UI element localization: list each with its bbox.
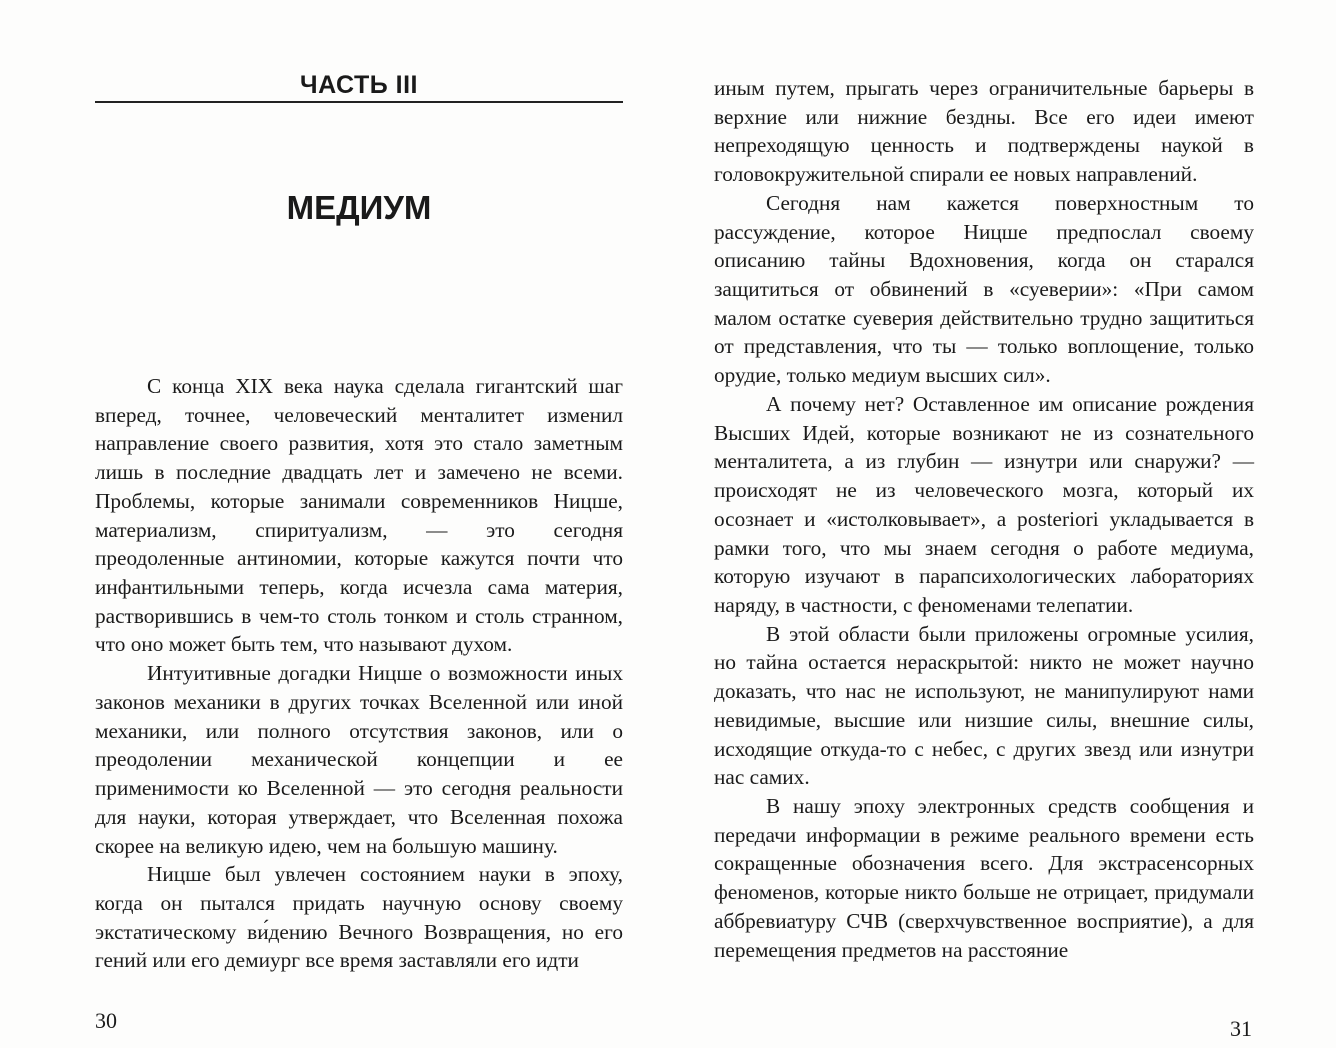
right-page-body <box>714 74 1254 964</box>
page-number: 31 <box>1230 1016 1252 1041</box>
left-page-body <box>95 372 623 975</box>
paragraph: Ницше был увлечен состоянием науки в эпоху, когда он пытался придать научную основу своему экстатическому ви́дению Вечного Возвращения, но его гений или его демиург все время заставляли его идти <box>95 862 623 973</box>
chapter-title: МЕДИУМ <box>286 189 432 226</box>
part-heading-rule <box>95 101 623 103</box>
paragraph: В этой области были приложены огромные усилия, но тайна остается нераскрытой: никто не может научно доказать, что нас не используют, не манипулируют нами невидимые, высшие или низшие силы, внешние силы, исходящие откуда-то с небес, с других звезд или изнутри нас самих. <box>714 621 1254 790</box>
paragraph-continued: иным путем, прыгать через ограничительные барьеры в верхние или нижние бездны. Все его идеи имеют непреходящую ценность и подтверждены наукой в головокружительной спирали ее новых направлений. <box>714 76 1254 187</box>
paragraph: А почему нет? Оставленное им описание рождения Высших Идей, которые возникают не из сознательного менталитета, а из глубин — изнутри или снаружи? — происходят не из человеческого мозга, который их осознает и «истолковывает», а posteriori укладывается в рамки того, что мы знаем сегодня о работе медиума, которую изучают в парапсихологических лабораториях наряду, в частности, с феноменами телепатии. <box>714 391 1254 617</box>
part-heading: ЧАСТЬ III <box>300 71 418 99</box>
right-page <box>668 0 1336 1048</box>
page-number: 30 <box>95 1008 117 1033</box>
paragraph: Интуитивные догадки Ницше о возможности иных законов механики в других точках Вселенной или иной механики, или полного отсутствия законов, или о преодолении механической концепции и ее применимости ко Вселенной — это сегодня реальности для науки, которая утверждает, что Вселенная похожа скорее на великую идею, чем на большую машину. <box>95 661 623 858</box>
paragraph: В нашу эпоху электронных средств сообщения и передачи информации в режиме реального времени есть сокращенные обозначения всего. Для экстрасенсорных феноменов, которые никто больше не отрицает, придумали аббревиатуру СЧВ (сверхчувственное восприятие), а для перемещения предметов на расстояние <box>714 793 1254 962</box>
paragraph: С конца XIX века наука сделала гигантский шаг вперед, точнее, человеческий менталитет изменил направление своего развития, хотя это стало заметным лишь в последние двадцать лет и замечено не всеми. Проблемы, которые занимали современников Ницше, материализм, спиритуализм, — это сегодня преодоленные антиномии, которые кажутся почти что инфантильными теперь, когда исчезла сама материя, растворившись в чем-то столь тонком и столь странном, что оно может быть тем, что называют духом. <box>95 374 623 657</box>
paragraph: Сегодня нам кажется поверхностным то рассуждение, которое Ницше предпослал своему описанию тайны Вдохновения, когда он старался защититься от обвинений в «суеверии»: «При самом малом остатке суеверия действительно трудно защититься от представления, что ты — только воплощение, только орудие, только медиум высших сил». <box>714 190 1254 388</box>
